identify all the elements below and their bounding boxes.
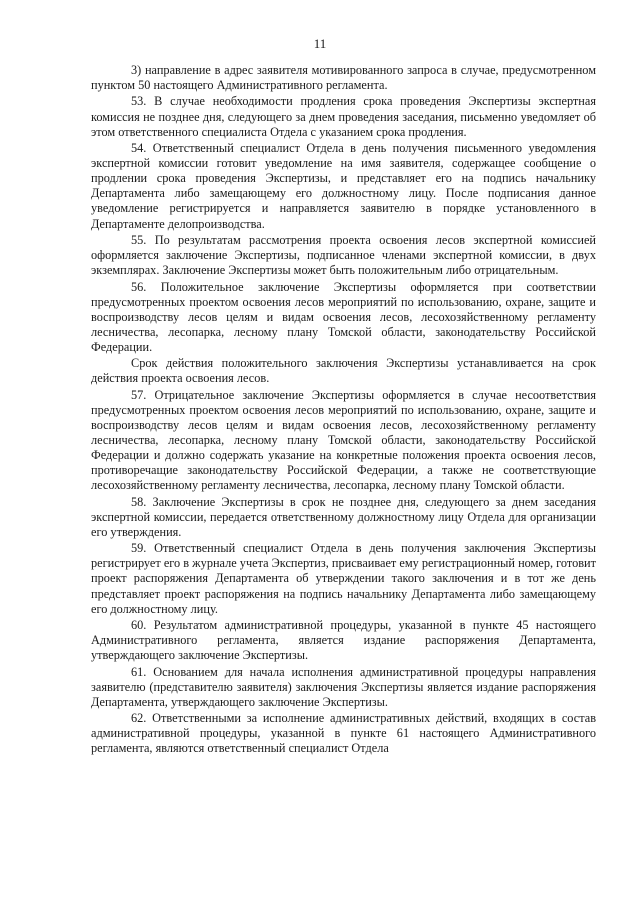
paragraph-53: 53. В случае необходимости продления срока проведения Экспертизы экспертная комиссия не позднее дня, следующего за днем проведения заседания, письменно уведомляет об этом ответственного специалиста Отдела с указанием срока продления. bbox=[91, 94, 596, 139]
page-number: 11 bbox=[313, 36, 327, 51]
paragraph-60: 60. Результатом административной процедуры, указанной в пункте 45 настоящего Административного регламента, является издание распоряжения Департамента, утверждающего заключение Экспертизы. bbox=[91, 618, 596, 663]
document-body bbox=[91, 63, 596, 758]
paragraph-57: 57. Отрицательное заключение Экспертизы оформляется в случае несоответствия предусмотренных проектом освоения лесов мероприятий по использованию, охране, защите и воспроизводству лесов целям и видам освоения лесов, лесохозяйственному регламенту лесничества, лесопарка, лесному плану Томской области, законодательству Российской Федерации и должно содержать указание на конкретные положения проекта освоения лесов, противоречащие законодательству Российской Федерации, а также не соответствующие лесохозяйственному регламенту лесничества, лесопарка, лесному плану Томской области. bbox=[91, 387, 596, 493]
paragraph-62: 62. Ответственными за исполнение административных действий, входящих в состав административной процедуры, указанной в пункте 61 настоящего Административного регламента, являются ответственный специалист Отдела bbox=[91, 711, 596, 756]
paragraph-58: 58. Заключение Экспертизы в срок не позднее дня, следующего за днем заседания экспертной комиссии, передается ответственному должностному лицу Отдела для организации его утверждения. bbox=[91, 494, 596, 539]
paragraph-item-3: 3) направление в адрес заявителя мотивированного запроса в случае, предусмотренном пунктом 50 настоящего Административного регламента. bbox=[91, 63, 596, 93]
paragraph-56: 56. Положительное заключение Экспертизы оформляется при соответствии предусмотренных проектом освоения лесов мероприятий по использованию, охране, защите и воспроизводству лесов целям и видам освоения лесов, лесохозяйственному регламенту лесничества, лесопарка, лесному плану Томской области, законодательству Российской Федерации. bbox=[91, 279, 596, 354]
paragraph-56-validity: Срок действия положительного заключения Экспертизы устанавливается на срок действия проекта освоения лесов. bbox=[91, 356, 596, 386]
paragraph-54: 54. Ответственный специалист Отдела в день получения письменного уведомления экспертной комиссии готовит уведомление на имя заявителя, содержащее сообщение о продлении срока проведения Экспертизы, и представляет его на подпись начальнику Департамента либо замещающему его должностному лицу. После подписания данное уведомление регистрируется и направляется заявителю в порядке установленного в Департаменте делопроизводства. bbox=[91, 141, 596, 231]
paragraph-59: 59. Ответственный специалист Отдела в день получения заключения Экспертизы регистрирует его в журнале учета Экспертиз, присваивает ему регистрационный номер, готовит проект распоряжения Департамента об утверждении такого заключения и в тот же день представляет проект распоряжения на подпись начальнику Департамента либо замещающему его должностному лицу. bbox=[91, 541, 596, 616]
paragraph-61: 61. Основанием для начала исполнения административной процедуры направления заявителю (представителю заявителя) заключения Экспертизы является издание распоряжения Департамента, утверждающего заключение Экспертизы. bbox=[91, 664, 596, 709]
paragraph-55: 55. По результатам рассмотрения проекта освоения лесов экспертной комиссией оформляется заключение Экспертизы, подписанное членами экспертной комиссии, в двух экземплярах. Заключение Экспертизы может быть положительным либо отрицательным. bbox=[91, 232, 596, 278]
